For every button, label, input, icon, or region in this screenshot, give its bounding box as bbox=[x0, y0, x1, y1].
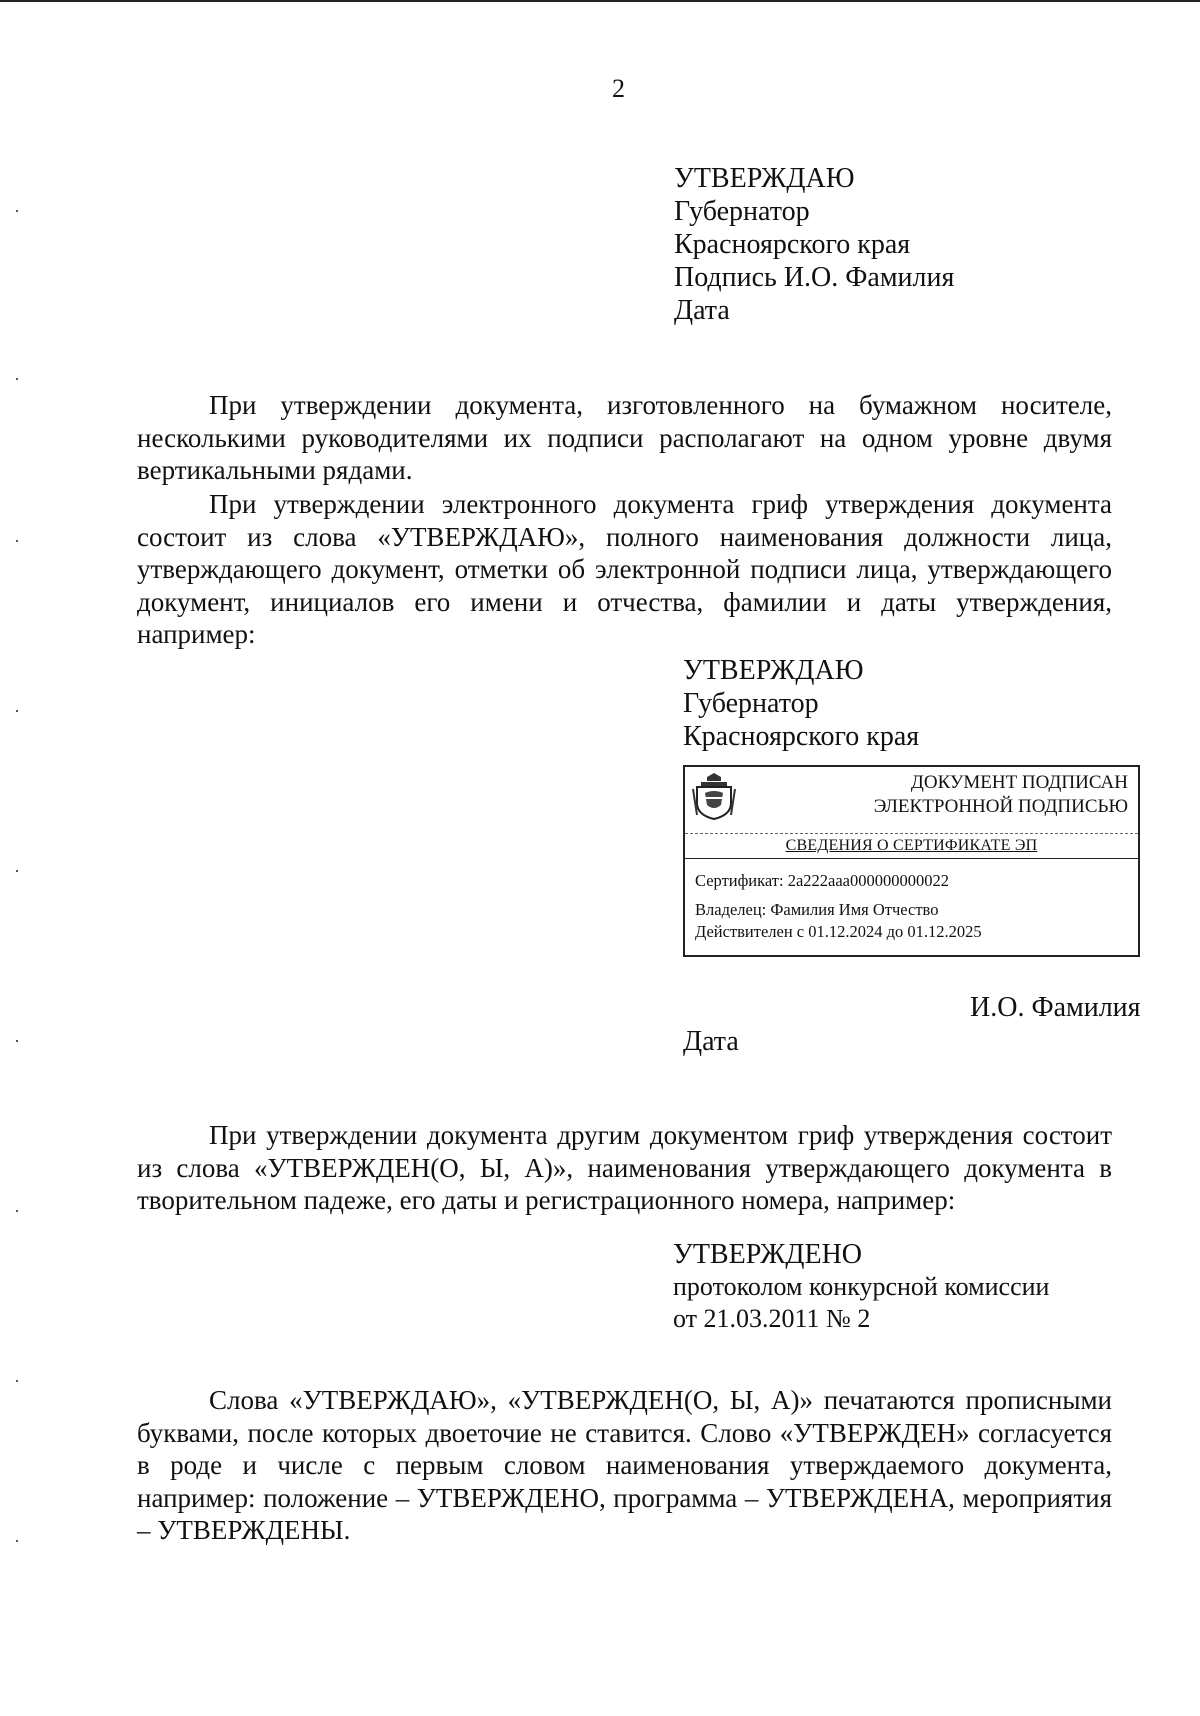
paragraph-paper-multiple-signers: При утверждении документа, изготовленного на бумажном носителе, несколькими руководителями их подписи располагают на одном уровне двумя вертикальными рядами. bbox=[137, 390, 1112, 485]
stamp-region: Красноярского края bbox=[683, 721, 920, 752]
signature-title-line1: ДОКУМЕНТ ПОДПИСАН bbox=[910, 772, 1128, 793]
paragraph-electronic-approval: При утверждении электронного документа гриф утверждения документа состоит из слова «УТВЕРЖДАЮ», полного наименования должности лица, утверждающего документ, отметки об электронной подписи лица, утверждающего документ, инициалов его имени и отчества, фамилии и даты утверждения, например: bbox=[137, 489, 1112, 649]
stamp-signature: Подпись И.О. Фамилия bbox=[674, 262, 955, 293]
certificate-number: Сертификат: 2а222ааа000000000022 bbox=[695, 871, 950, 890]
coat-of-arms-icon bbox=[691, 771, 737, 821]
scan-edge-mark bbox=[16, 1380, 18, 1382]
approval-stamp-paper bbox=[674, 162, 954, 327]
stamp-approve-word: УТВЕРЖДАЮ bbox=[683, 655, 864, 686]
stamp-position: Губернатор bbox=[674, 196, 810, 227]
signer-name: И.О. Фамилия bbox=[970, 992, 1141, 1023]
scan-top-edge bbox=[0, 0, 1200, 2]
scan-edge-mark bbox=[16, 540, 18, 542]
page-number: 2 bbox=[612, 74, 625, 103]
scan-edge-mark bbox=[16, 1540, 18, 1542]
stamp-region: Красноярского края bbox=[674, 229, 911, 260]
approval-stamp-electronic bbox=[683, 654, 919, 753]
scan-edge-mark bbox=[16, 210, 18, 212]
signature-title-line2: ЭЛЕКТРОННОЙ ПОДПИСЬЮ bbox=[873, 796, 1128, 817]
scan-edge-mark bbox=[16, 1210, 18, 1212]
paragraph-capitalization-rules: Слова «УТВЕРЖДАЮ», «УТВЕРЖДЕН(О, Ы, А)» печатаются прописными буквами, после которых двоеточие не ставится. Слово «УТВЕРЖДЕН» согласуется в роде и числе с первым словом наименования утверждаемого документа, например: положение – УТВЕРЖДЕНО, программа – УТВЕРЖДЕНА, мероприятия – УТВЕРЖДЕНЫ. bbox=[137, 1385, 1112, 1545]
certificate-info-header: СВЕДЕНИЯ О СЕРТИФИКАТЕ ЭП bbox=[685, 833, 1138, 859]
scan-edge-mark bbox=[16, 1040, 18, 1042]
scan-edge-mark bbox=[16, 870, 18, 872]
stamp-date: Дата bbox=[683, 1026, 739, 1057]
stamp-document-date-number: от 21.03.2011 № 2 bbox=[673, 1304, 871, 1333]
stamp-approve-word: УТВЕРЖДАЮ bbox=[674, 163, 855, 194]
approval-stamp-by-document bbox=[673, 1238, 1049, 1335]
scan-edge-mark bbox=[16, 710, 18, 712]
stamp-position: Губернатор bbox=[683, 688, 819, 719]
signature-title bbox=[874, 771, 1128, 819]
scan-edge-mark bbox=[16, 378, 18, 380]
certificate-validity: Действителен с 01.12.2024 до 01.12.2025 bbox=[695, 922, 982, 941]
stamp-date: Дата bbox=[674, 295, 730, 326]
paragraph-approval-by-document: При утверждении документа другим документом гриф утверждения состоит из слова «УТВЕРЖДЕН(О, Ы, А)», наименования утверждающего документа в творительном падеже, его даты и регистрационного номера, например: bbox=[137, 1120, 1112, 1215]
stamp-approving-document: протоколом конкурсной комиссии bbox=[673, 1272, 1050, 1301]
certificate-owner: Владелец: Фамилия Имя Отчество bbox=[695, 900, 939, 919]
electronic-signature-block bbox=[683, 765, 1140, 957]
stamp-approved-word: УТВЕРЖДЕНО bbox=[673, 1239, 863, 1270]
